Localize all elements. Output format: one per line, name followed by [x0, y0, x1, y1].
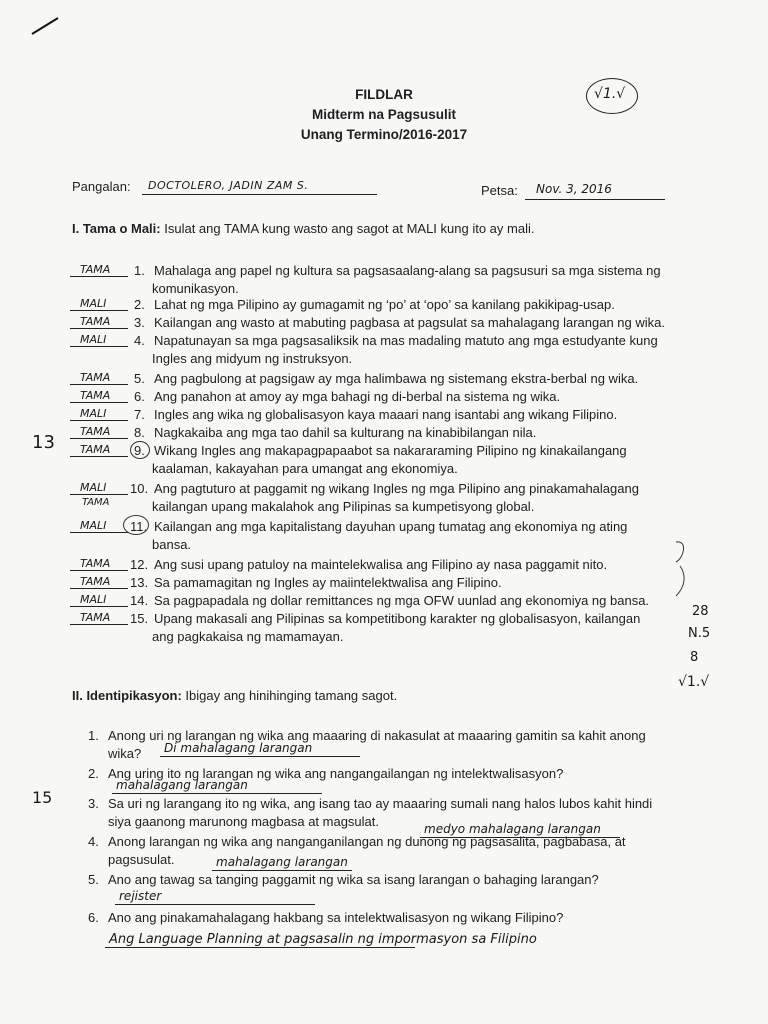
- handwritten-answer: rejister: [119, 889, 162, 903]
- answer-blank: [105, 947, 415, 948]
- margin-note-1: 28: [692, 604, 709, 619]
- tf-answer: TAMA: [80, 425, 111, 438]
- tf-answer: MALI: [80, 333, 107, 346]
- date-value: Nov. 3, 2016: [536, 182, 612, 196]
- item-number: 6.: [88, 910, 99, 925]
- item-text: Nagkakaiba ang mga tao dahil sa kulturang na kinabibilangan nila.: [154, 425, 537, 440]
- tf-answer: TAMA: [80, 575, 111, 588]
- item-text: Lahat ng mga Pilipino ay gumagamit ng ‘po’ at ‘opo’ sa kanilang pakikipag-usap.: [154, 297, 615, 312]
- margin-note-2: N.5: [688, 626, 711, 641]
- section2-heading-row: [72, 687, 397, 704]
- answer-blank: [112, 793, 322, 794]
- section1-margin-score: 13: [32, 432, 55, 453]
- item-text: Mahalaga ang papel ng kultura sa pagsasaalang-alang sa pagsusuri sa mga sistema ng: [154, 263, 661, 278]
- item-number: 15.: [130, 611, 149, 626]
- tf-answer: TAMA: [80, 611, 111, 624]
- item-text: Sa pagpapadala ng dollar remittances ng mga OFW uunlad ang ekonomiya ng bansa.: [154, 593, 650, 608]
- item-text: Kailangan ang mga kapitalistang dayuhan upang tumatag ang ekonomiya ng ating: [154, 519, 628, 534]
- handwritten-answer: Ang Language Planning at pagsasalin ng impormasyon sa Filipino: [109, 932, 537, 947]
- item-text: Ang uring ito ng larangan ng wika ang nangangailangan ng intelektwalisasyon?: [108, 766, 564, 781]
- item-text: Wikang Ingles ang makapagpapaabot sa nakararaming Pilipino ng kinakailangang: [154, 443, 627, 458]
- item-text: kaalaman, kakayahan para umangat ang ekonomiya.: [152, 461, 458, 476]
- item-number: 2.: [134, 297, 145, 312]
- item-number: 3.: [88, 796, 99, 811]
- item-text: ang pagkakaisa ng mamamayan.: [152, 629, 344, 644]
- item-text: Anong larangan ng wika ang nanganganilangan ng dunong ng pagsasalita, pagbabasa, at: [108, 834, 626, 849]
- item10-correction: TAMA: [82, 497, 110, 508]
- item-text: pagsusulat.: [108, 852, 175, 867]
- item-number: 13.: [130, 575, 149, 590]
- tf-answer: TAMA: [80, 557, 111, 570]
- item-number: 6.: [134, 389, 145, 404]
- tf-answer: MALI: [80, 297, 107, 310]
- pen-mark: [30, 14, 60, 38]
- item-text: kailangan upang makalahok ang Pilipinas sa kumpetisyong global.: [152, 499, 535, 514]
- tf-answer: MALI: [80, 519, 107, 532]
- tf-answer: MALI: [80, 407, 107, 420]
- item-text: Ang pagtuturo at paggamit ng wikang Ingles ng mga Pilipino ang pinakamahalagang: [154, 481, 639, 496]
- item-number: 14.: [130, 593, 149, 608]
- item-text: Napatunayan sa mga pagsasaliksik na mas madaling matuto ang mga estudyante kung: [154, 333, 658, 348]
- right-margin-bracket: [672, 540, 702, 600]
- handwritten-answer: medyo mahalagang larangan: [424, 822, 601, 836]
- item-number: 1.: [88, 728, 99, 743]
- item-number: 9.: [134, 443, 145, 458]
- name-label: Pangalan:: [72, 179, 131, 194]
- date-label: Petsa:: [481, 183, 518, 198]
- section1-instruction: Isulat ang TAMA kung wasto ang sagot at MALI kung ito ay mali.: [164, 221, 535, 236]
- item-text: Ang susi upang patuloy na maintelekwalisa ang Filipino ay nasa paggamit nito.: [154, 557, 608, 572]
- item-text: komunikasyon.: [152, 281, 239, 296]
- item-number: 8.: [134, 425, 145, 440]
- item-text: Ano ang pinakamahalagang hakbang sa intelektwalisasyon ng wikang Filipino?: [108, 910, 564, 925]
- item-text: siya gaanong marunong magbasa at magsulat.: [108, 814, 380, 829]
- item-text: Kailangan ang wasto at mabuting pagbasa at pagsulat sa mahalagang larangan ng wika.: [154, 315, 665, 330]
- item-text: Ang panahon at amoy ay mga bahagi ng di-berbal na sistema ng wika.: [154, 389, 561, 404]
- score-circle-text: √1.√: [594, 86, 626, 102]
- item-number: 1.: [134, 263, 145, 278]
- item-text: Sa uri ng larangang ito ng wika, ang isang tao ay maaaring sumali nang halos lubos kahit hindi: [108, 796, 653, 811]
- section2-instruction: Ibigay ang hinihinging tamang sagot.: [185, 688, 398, 703]
- item-number: 3.: [134, 315, 145, 330]
- tf-answer: TAMA: [80, 315, 111, 328]
- tf-answer: MALI: [80, 481, 107, 494]
- section2-heading: II. Identipikasyon:: [72, 688, 182, 703]
- item-number: 10.: [130, 481, 149, 496]
- tf-answer: TAMA: [80, 389, 111, 402]
- handwritten-answer: Di mahalagang larangan: [164, 741, 313, 755]
- item-number: 4.: [88, 834, 99, 849]
- circle-mark-11: [123, 515, 149, 535]
- tf-answer: TAMA: [80, 443, 111, 456]
- name-line: [142, 194, 377, 195]
- name-value: DOCTOLERO, JADIN ZAM S.: [148, 179, 309, 192]
- answer-blank: [160, 756, 360, 757]
- exam-term: Unang Termino/2016-2017: [300, 127, 468, 142]
- item-number: 2.: [88, 766, 99, 781]
- circle-mark-9: [130, 441, 150, 459]
- answer-blank: [115, 904, 315, 905]
- tf-answer: TAMA: [80, 263, 111, 276]
- handwritten-answer: mahalagang larangan: [216, 855, 348, 869]
- section1-heading: I. Tama o Mali:: [72, 221, 161, 236]
- item-text: Ingles ang wika ng globalisasyon kaya maaari nang isantabi ang wikang Filipino.: [154, 407, 618, 422]
- item-number: 5.: [88, 872, 99, 887]
- section2-margin-score: 15: [32, 788, 53, 807]
- item-text: Upang makasali ang Pilipinas sa kompetitibong karakter ng globalisasyon, kailangan: [154, 611, 641, 626]
- item-number: 7.: [134, 407, 145, 422]
- item-text: bansa.: [152, 537, 192, 552]
- exam-subject: FILDLAR: [355, 87, 413, 102]
- tf-answer: TAMA: [80, 371, 111, 384]
- item-number: 5.: [134, 371, 145, 386]
- margin-note-3: 8: [690, 650, 699, 665]
- item-text: Anong uri ng larangan ng wika ang maaaring di nakasulat at maaaring gamitin sa kahit anong: [108, 728, 646, 743]
- item-text: Ang pagbulong at pagsigaw ay mga halimbawa ng sistemang ekstra-berbal ng wika.: [154, 371, 639, 386]
- tf-answer: MALI: [80, 593, 107, 606]
- section1-heading-row: [72, 220, 534, 237]
- item-text: Sa pamamagitan ng Ingles ay maiintelektwalisa ang Filipino.: [154, 575, 502, 590]
- item-number: 4.: [134, 333, 145, 348]
- item-number: 11.: [130, 519, 148, 534]
- exam-title: Midterm na Pagsusulit: [311, 107, 457, 122]
- margin-note-4: √1.√: [678, 674, 710, 690]
- date-line: [525, 199, 665, 200]
- item-number: 12.: [130, 557, 149, 572]
- item-text: Ingles ang midyum ng instruksyon.: [152, 351, 353, 366]
- handwritten-answer: mahalagang larangan: [116, 778, 248, 792]
- item-text: wika?: [108, 746, 142, 761]
- item-text: Ano ang tawag sa tanging paggamit ng wika sa isang larangan o bahaging larangan?: [108, 872, 599, 887]
